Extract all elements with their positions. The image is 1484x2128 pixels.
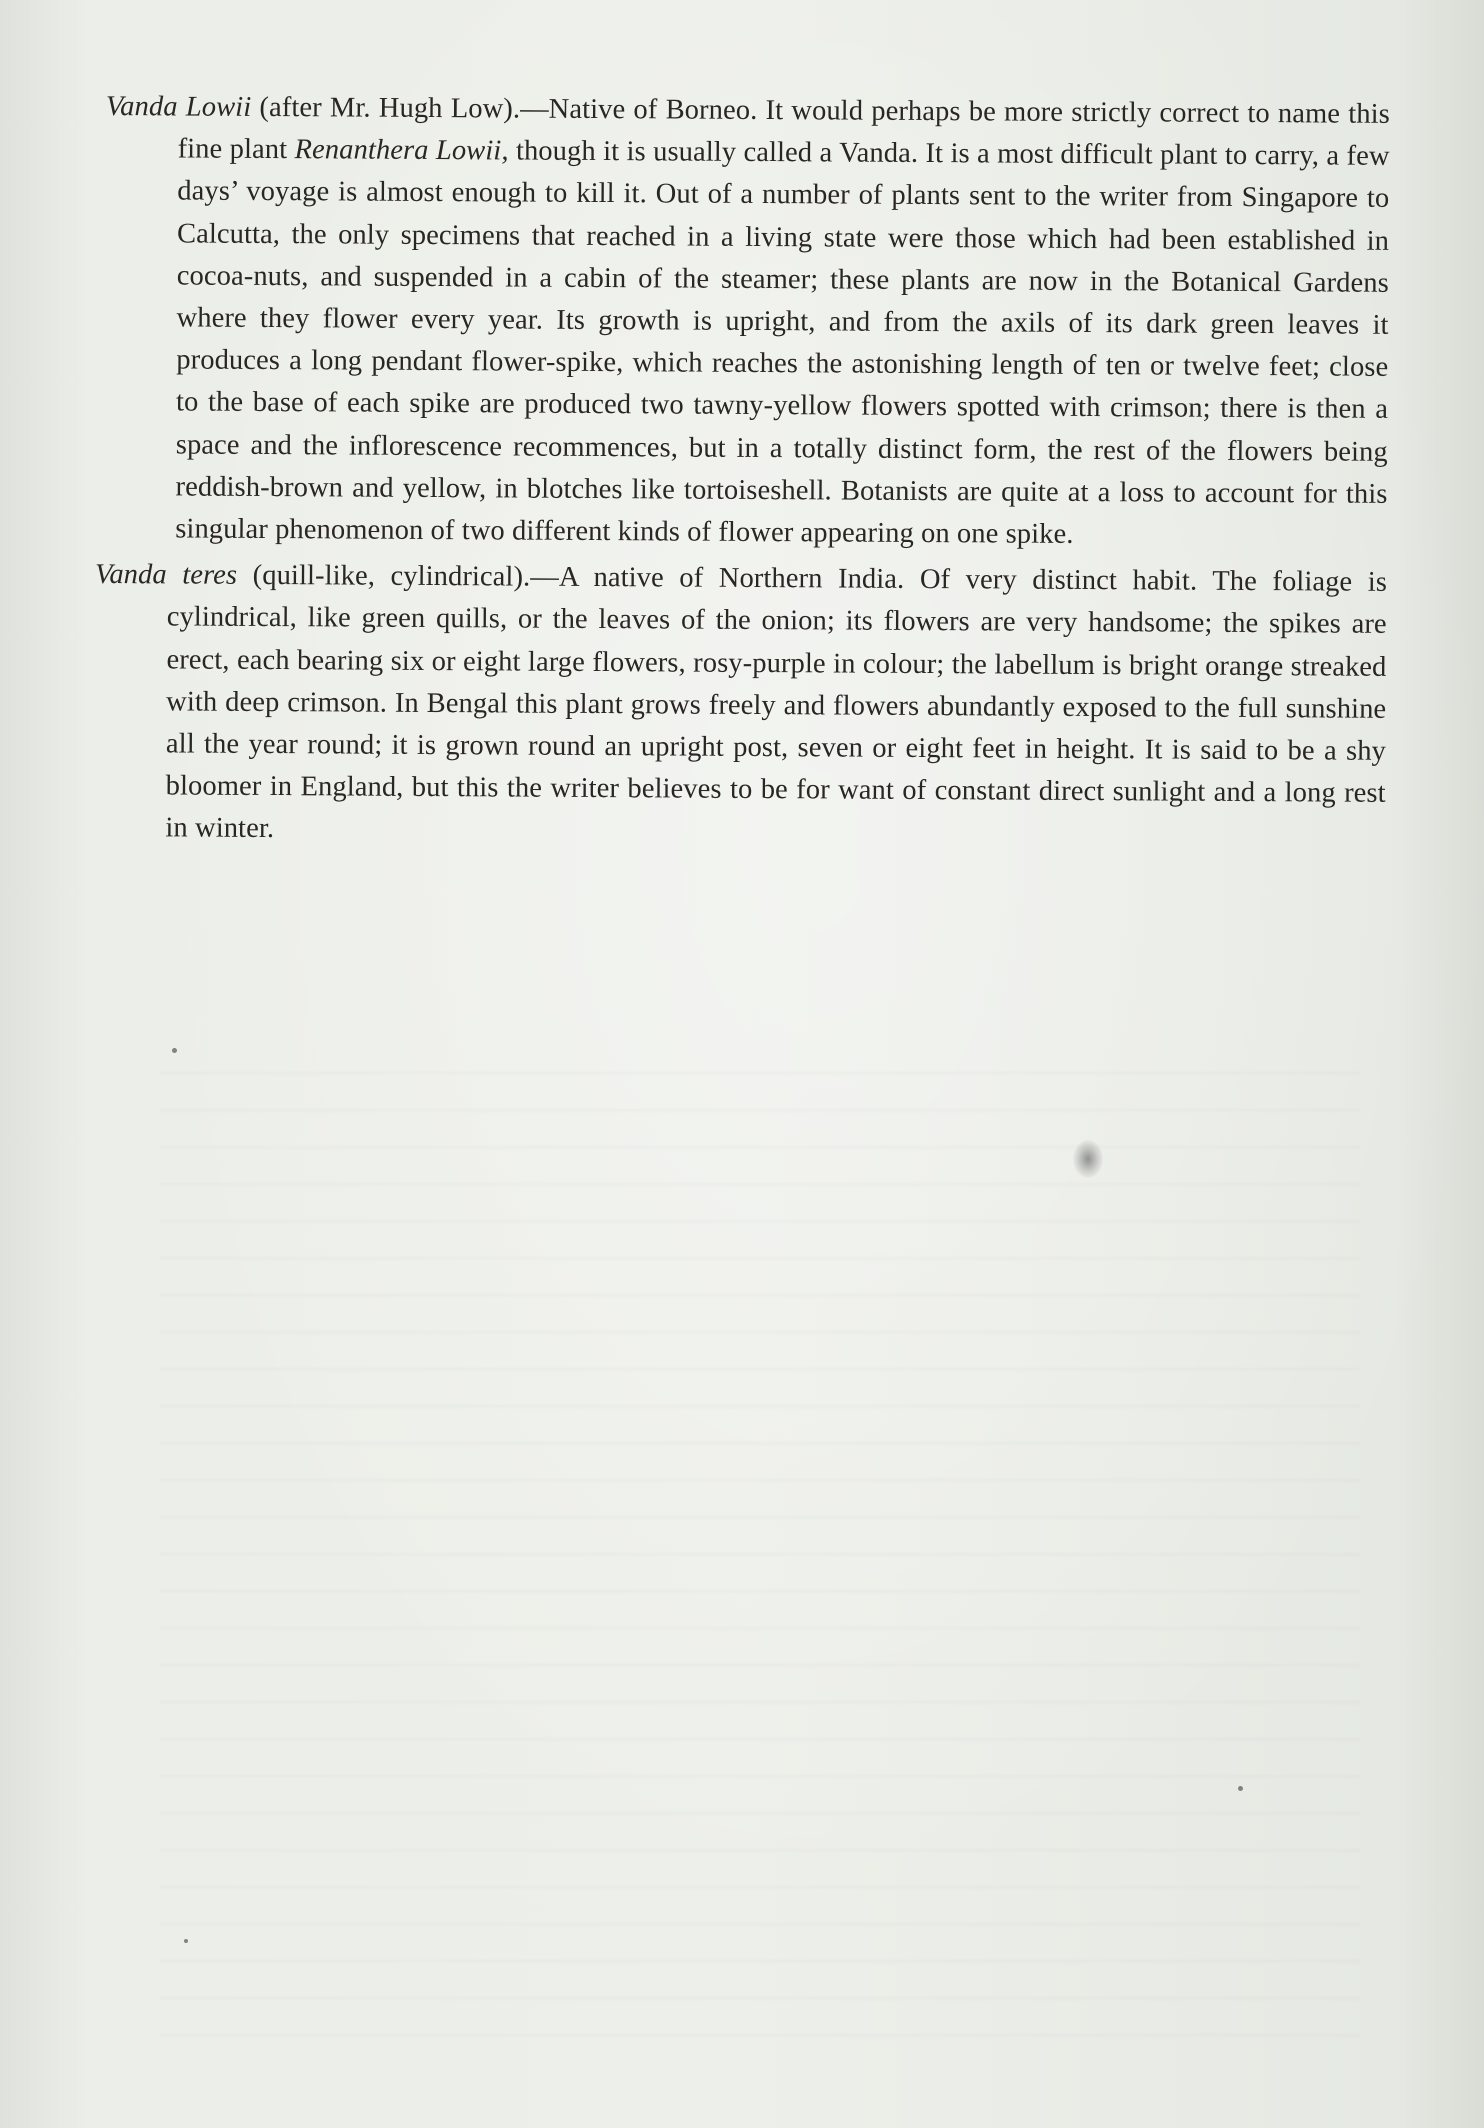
paper-speck: [184, 1939, 188, 1943]
ink-smudge: [1073, 1140, 1103, 1178]
paper-speck: [1238, 1786, 1243, 1791]
entry-name: Vanda Lowii: [105, 90, 252, 123]
entry-text: (after Mr. Hugh Low).—Native of Borneo. It would perhaps be more strictly correct to name this fine plant: [177, 91, 1390, 166]
entry-name: Vanda teres: [94, 559, 238, 592]
entry-vanda-lowii: [103, 86, 1390, 558]
entry-vanda-teres: [93, 554, 1387, 857]
show-through-texture: [160, 1040, 1360, 2040]
entry-text: (quill-like, cylindrical).—A native of Northern India. Of very distinct habit. The foliage is cylindrical, like green quills, or the leaves of the onion; its flowers are very handsome; the spikes are erect, each bearing six or eight large flowers, rosy-purple in colour; the labellum is bright orange streaked with deep crimson. In Bengal this plant grows freely and flowers abundantly exposed to the full sunshine all the year round; it is grown round an upright post, seven or eight feet in height. It is said to be a shy bloomer in England, but this the writer believes to be for want of constant direct sunlight and a long rest in winter.: [165, 560, 1388, 845]
inline-italic-name: Renanthera Lowii,: [294, 134, 509, 167]
paper-speck: [172, 1048, 177, 1053]
entry-text-continued: though it is usually called a Vanda. It is a most difficult plant to carry, a few days’ voyage is almost enough to kill it. Out of a number of plants sent to the writer from Singapore to Calcutta, the only specimens that reached in a living state were those which had been established in cocoa-nuts, and suspended in a cabin of the steamer; these plants are now in the Botanical Gardens where they flower every year. Its growth is upright, and from the axils of its dark green leaves it produces a long pendant flower-spike, which reaches the astonishing length of ten or twelve feet; close to the base of each spike are produced two tawny-yellow flowers spotted with crimson; there is then a space and the inflorescence recommences, but in a totally distinct form, the rest of the flowers being reddish-brown and yellow, in blotches like tortoiseshell. Botanists are quite at a loss to account for this singular phenomenon of two different kinds of flower appearing on one spike.: [175, 135, 1390, 550]
body-text: [94, 86, 1390, 861]
